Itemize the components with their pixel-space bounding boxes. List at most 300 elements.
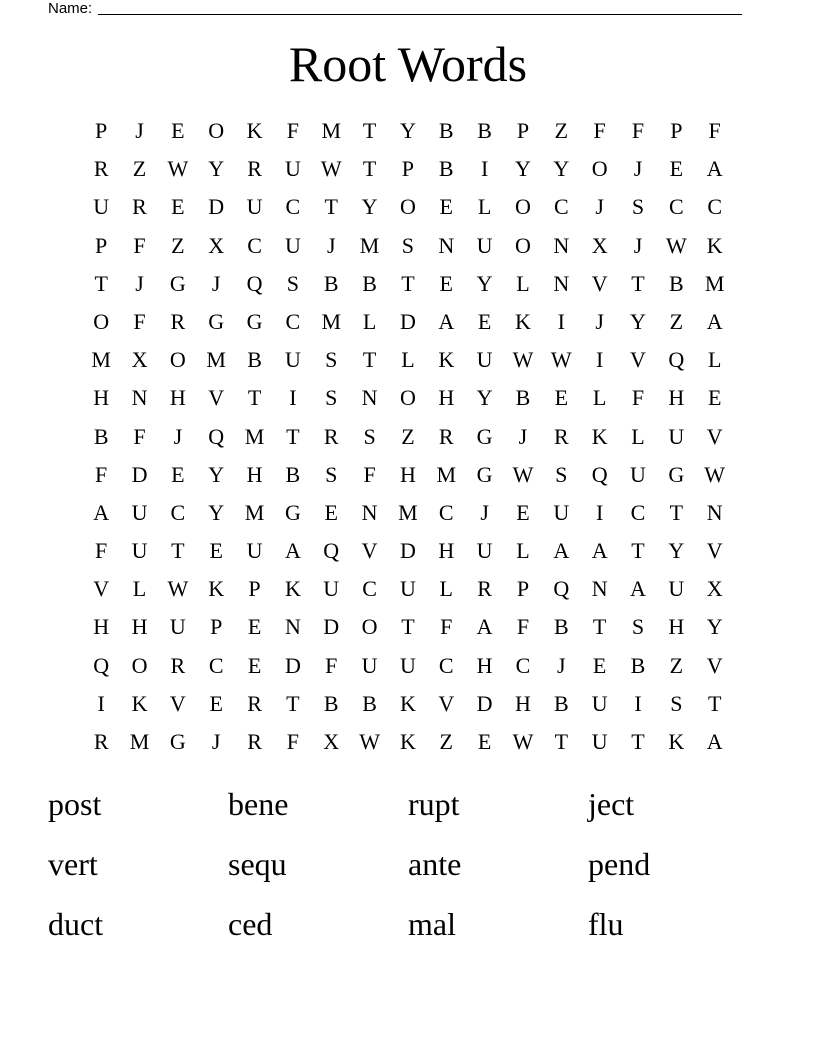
grid-letter[interactable]: T bbox=[401, 270, 415, 296]
grid-letter[interactable]: W bbox=[320, 156, 342, 182]
grid-letter[interactable]: N bbox=[706, 499, 723, 525]
grid-letter[interactable]: F bbox=[325, 652, 338, 678]
grid-letter[interactable]: Z bbox=[171, 232, 185, 258]
grid-letter[interactable]: P bbox=[401, 156, 415, 182]
grid-letter[interactable]: B bbox=[362, 690, 377, 716]
grid-letter[interactable]: O bbox=[208, 118, 225, 143]
grid-letter[interactable]: H bbox=[169, 385, 186, 411]
grid-letter[interactable]: B bbox=[477, 118, 492, 143]
grid-letter[interactable]: L bbox=[362, 308, 377, 334]
grid-letter[interactable]: V bbox=[438, 690, 455, 716]
grid-letter[interactable]: X bbox=[591, 232, 608, 258]
grid-letter[interactable]: H bbox=[668, 385, 685, 411]
grid-letter[interactable]: H bbox=[399, 461, 416, 487]
grid-letter[interactable]: W bbox=[512, 347, 534, 373]
grid-letter[interactable]: T bbox=[707, 690, 722, 716]
grid-letter[interactable]: F bbox=[631, 118, 645, 143]
grid-letter[interactable]: L bbox=[132, 576, 147, 602]
grid-letter[interactable]: C bbox=[515, 652, 531, 678]
grid-letter[interactable]: K bbox=[668, 729, 685, 754]
grid-letter[interactable]: M bbox=[398, 499, 418, 525]
grid-letter[interactable]: C bbox=[668, 194, 684, 220]
grid-letter[interactable]: D bbox=[399, 308, 416, 334]
grid-letter[interactable]: P bbox=[210, 614, 223, 640]
grid-letter[interactable]: Q bbox=[246, 270, 263, 296]
grid-letter[interactable]: T bbox=[631, 270, 645, 296]
grid-letter[interactable]: F bbox=[708, 118, 721, 143]
grid-letter[interactable]: T bbox=[362, 347, 377, 373]
grid-letter[interactable]: U bbox=[284, 347, 301, 373]
grid-letter[interactable]: I bbox=[97, 690, 105, 716]
grid-letter[interactable]: Y bbox=[208, 499, 225, 525]
word-bank-row bbox=[48, 780, 768, 840]
grid-letter[interactable]: L bbox=[516, 538, 530, 564]
grid-letter[interactable]: N bbox=[591, 576, 608, 602]
grid-letter[interactable]: J bbox=[518, 423, 528, 449]
grid-letter[interactable]: M bbox=[244, 423, 265, 449]
grid-letter[interactable]: Q bbox=[591, 461, 608, 487]
grid-letter[interactable]: K bbox=[515, 308, 531, 334]
grid-letter[interactable]: J bbox=[326, 232, 336, 258]
grid-letter[interactable]: J bbox=[595, 308, 604, 334]
grid-letter[interactable]: T bbox=[94, 270, 108, 296]
grid-letter[interactable]: E bbox=[439, 270, 453, 296]
grid-letter[interactable]: T bbox=[554, 729, 569, 754]
grid-letter[interactable]: L bbox=[516, 270, 530, 296]
grid-letter[interactable]: U bbox=[284, 156, 301, 182]
grid-letter[interactable]: M bbox=[704, 270, 725, 296]
grid-letter[interactable]: O bbox=[515, 194, 531, 220]
grid-letter[interactable]: L bbox=[707, 347, 722, 373]
grid-letter[interactable]: A bbox=[706, 308, 723, 334]
grid-letter[interactable]: N bbox=[553, 270, 570, 296]
grid-letter[interactable]: N bbox=[361, 385, 378, 411]
grid-letter[interactable]: A bbox=[706, 156, 723, 182]
grid-letter[interactable]: R bbox=[170, 308, 186, 334]
grid-letter[interactable]: B bbox=[438, 156, 454, 182]
grid-letter[interactable]: A bbox=[438, 308, 455, 334]
grid-letter[interactable]: Q bbox=[208, 423, 225, 449]
grid-letter[interactable]: W bbox=[167, 156, 189, 182]
grid-letter[interactable]: M bbox=[91, 347, 111, 373]
grid-letter[interactable]: Y bbox=[668, 538, 685, 564]
grid-letter[interactable]: Z bbox=[401, 423, 415, 449]
grid-letter[interactable]: S bbox=[631, 614, 645, 640]
grid-letter[interactable]: Z bbox=[669, 652, 684, 678]
grid-letter[interactable]: D bbox=[476, 690, 493, 716]
grid-letter[interactable]: E bbox=[171, 194, 185, 220]
grid-letter[interactable]: B bbox=[668, 270, 684, 296]
grid-letter[interactable]: R bbox=[247, 156, 262, 182]
grid-letter[interactable]: M bbox=[359, 232, 380, 258]
grid-letter[interactable]: Z bbox=[554, 118, 569, 143]
grid-letter[interactable]: Y bbox=[208, 156, 225, 182]
grid-letter[interactable]: M bbox=[321, 308, 342, 334]
word-bank-item: ced bbox=[228, 906, 273, 942]
grid-letter[interactable]: J bbox=[595, 194, 604, 220]
grid-letter[interactable]: Z bbox=[439, 729, 453, 754]
name-underline[interactable] bbox=[98, 0, 742, 15]
grid-letter[interactable]: H bbox=[438, 385, 455, 411]
grid-letter[interactable]: C bbox=[247, 232, 262, 258]
grid-letter[interactable]: G bbox=[208, 308, 225, 334]
grid-letter[interactable]: H bbox=[515, 690, 531, 716]
grid-letter[interactable]: K bbox=[284, 576, 301, 602]
grid-letter[interactable]: F bbox=[133, 308, 146, 334]
grid-row bbox=[82, 418, 734, 456]
grid-letter[interactable]: U bbox=[476, 347, 493, 373]
grid-letter[interactable]: S bbox=[325, 461, 338, 487]
grid-letter[interactable]: O bbox=[399, 194, 416, 220]
grid-letter[interactable]: F bbox=[95, 538, 108, 564]
grid-letter[interactable]: E bbox=[477, 308, 492, 334]
grid-letter[interactable]: F bbox=[363, 461, 376, 487]
grid-letter[interactable]: C bbox=[285, 308, 301, 334]
grid-letter[interactable]: U bbox=[323, 576, 340, 602]
grid-letter[interactable]: T bbox=[592, 614, 607, 640]
grid-letter[interactable]: R bbox=[132, 194, 147, 220]
grid-letter[interactable]: U bbox=[476, 232, 493, 258]
grid-letter[interactable]: D bbox=[131, 461, 148, 487]
grid-letter[interactable]: T bbox=[286, 423, 300, 449]
grid-letter[interactable]: U bbox=[630, 461, 646, 487]
grid-letter[interactable]: E bbox=[247, 652, 262, 678]
grid-letter[interactable]: P bbox=[95, 118, 108, 143]
grid-letter[interactable]: H bbox=[668, 614, 685, 640]
grid-letter[interactable]: I bbox=[595, 347, 604, 373]
grid-letter[interactable]: V bbox=[169, 690, 186, 716]
grid-letter[interactable]: N bbox=[361, 499, 378, 525]
grid-letter[interactable]: T bbox=[631, 729, 645, 754]
grid-letter[interactable]: T bbox=[362, 156, 377, 182]
grid-letter[interactable]: W bbox=[550, 347, 572, 373]
grid-letter[interactable]: E bbox=[516, 499, 530, 525]
grid-letter[interactable]: X bbox=[323, 729, 340, 754]
grid-row bbox=[82, 570, 734, 608]
grid-letter[interactable]: W bbox=[665, 232, 687, 258]
grid-letter[interactable]: C bbox=[170, 499, 186, 525]
grid-letter[interactable]: A bbox=[93, 499, 110, 525]
grid-letter[interactable]: U bbox=[553, 499, 570, 525]
grid-letter[interactable]: F bbox=[286, 118, 300, 143]
grid-letter[interactable]: S bbox=[670, 690, 683, 716]
grid-letter[interactable]: U bbox=[131, 499, 148, 525]
grid-letter[interactable]: U bbox=[131, 538, 148, 564]
grid-letter[interactable]: C bbox=[438, 499, 454, 525]
grid-letter[interactable]: H bbox=[438, 538, 455, 564]
grid-letter[interactable]: X bbox=[706, 576, 723, 602]
grid-letter[interactable]: F bbox=[440, 614, 453, 640]
grid-letter[interactable]: J bbox=[557, 652, 566, 678]
grid-letter[interactable]: T bbox=[286, 690, 300, 716]
grid-letter[interactable]: B bbox=[553, 614, 569, 640]
name-field[interactable] bbox=[48, 0, 742, 18]
grid-letter[interactable]: O bbox=[169, 347, 186, 373]
grid-letter[interactable]: V bbox=[706, 652, 723, 678]
grid-letter[interactable]: O bbox=[591, 156, 608, 182]
grid-letter[interactable]: W bbox=[512, 461, 534, 487]
grid-letter[interactable]: D bbox=[284, 652, 301, 678]
grid-letter[interactable]: U bbox=[399, 576, 416, 602]
grid-letter[interactable]: P bbox=[670, 118, 683, 143]
grid-letter[interactable]: V bbox=[93, 576, 110, 602]
grid-letter[interactable]: G bbox=[668, 461, 685, 487]
grid-letter[interactable]: K bbox=[246, 118, 263, 143]
grid-letter[interactable]: G bbox=[169, 270, 186, 296]
grid-letter[interactable]: T bbox=[324, 194, 338, 220]
grid-letter[interactable]: R bbox=[93, 729, 109, 754]
grid-letter[interactable]: F bbox=[631, 385, 645, 411]
grid-letter[interactable]: N bbox=[438, 232, 455, 258]
grid-letter[interactable]: W bbox=[512, 729, 534, 754]
grid-letter[interactable]: K bbox=[131, 690, 148, 716]
grid-letter[interactable]: F bbox=[133, 423, 146, 449]
grid-letter[interactable]: L bbox=[477, 194, 492, 220]
grid-letter[interactable]: Q bbox=[668, 347, 685, 373]
grid-letter[interactable]: S bbox=[401, 232, 415, 258]
grid-letter[interactable]: R bbox=[438, 423, 454, 449]
grid-letter[interactable]: K bbox=[706, 232, 723, 258]
grid-letter[interactable]: Z bbox=[132, 156, 147, 182]
grid-letter[interactable]: H bbox=[93, 385, 110, 411]
grid-letter[interactable]: G bbox=[169, 729, 186, 754]
grid-letter[interactable]: F bbox=[593, 118, 606, 143]
grid-letter[interactable]: F bbox=[133, 232, 146, 258]
grid-letter[interactable]: P bbox=[248, 576, 261, 602]
word-bank bbox=[48, 780, 768, 960]
grid-letter[interactable]: V bbox=[208, 385, 225, 411]
grid-letter[interactable]: E bbox=[247, 614, 262, 640]
grid-letter[interactable]: O bbox=[361, 614, 378, 640]
grid-letter[interactable]: A bbox=[591, 538, 608, 564]
grid-letter[interactable]: J bbox=[633, 232, 643, 258]
grid-letter[interactable]: V bbox=[591, 270, 608, 296]
grid-letter[interactable]: S bbox=[631, 194, 645, 220]
grid-letter[interactable]: I bbox=[480, 156, 489, 182]
grid-letter[interactable]: C bbox=[630, 499, 646, 525]
grid-letter[interactable]: E bbox=[477, 729, 492, 754]
grid-letter[interactable]: U bbox=[246, 194, 263, 220]
grid-letter[interactable]: V bbox=[706, 423, 723, 449]
grid-letter[interactable]: K bbox=[208, 576, 225, 602]
grid-letter[interactable]: Y bbox=[399, 118, 416, 143]
grid-letter[interactable]: M bbox=[321, 118, 342, 143]
grid-letter[interactable]: L bbox=[439, 576, 453, 602]
grid-letter[interactable]: Y bbox=[476, 270, 493, 296]
grid-letter[interactable]: B bbox=[93, 423, 109, 449]
grid-letter[interactable]: R bbox=[553, 423, 569, 449]
grid-letter[interactable]: Y bbox=[515, 156, 531, 182]
grid-letter[interactable]: S bbox=[363, 423, 376, 449]
grid-letter[interactable]: N bbox=[131, 385, 148, 411]
grid-letter[interactable]: E bbox=[669, 156, 684, 182]
grid-letter[interactable]: Y bbox=[208, 461, 225, 487]
grid-letter[interactable]: M bbox=[436, 461, 457, 487]
grid-letter[interactable]: E bbox=[324, 499, 338, 525]
grid-letter[interactable]: I bbox=[595, 499, 604, 525]
grid-letter[interactable]: T bbox=[631, 538, 645, 564]
grid-letter[interactable]: A bbox=[706, 729, 723, 754]
grid-letter[interactable]: O bbox=[515, 232, 531, 258]
grid-letter[interactable]: Q bbox=[553, 576, 570, 602]
grid-letter[interactable]: C bbox=[707, 194, 723, 220]
grid-letter[interactable]: R bbox=[247, 729, 262, 754]
grid-letter[interactable]: E bbox=[209, 690, 223, 716]
grid-letter[interactable]: U bbox=[476, 538, 493, 564]
grid-letter[interactable]: G bbox=[246, 308, 263, 334]
grid-letter[interactable]: B bbox=[285, 461, 301, 487]
grid-letter[interactable]: B bbox=[515, 385, 531, 411]
grid-letter[interactable]: E bbox=[707, 385, 722, 411]
grid-letter[interactable]: P bbox=[516, 576, 530, 602]
grid-letter[interactable]: H bbox=[246, 461, 263, 487]
grid-letter[interactable]: M bbox=[129, 729, 150, 754]
grid-letter[interactable]: U bbox=[591, 690, 608, 716]
grid-letter[interactable]: X bbox=[208, 232, 225, 258]
grid-letter[interactable]: U bbox=[361, 652, 378, 678]
grid-letter[interactable]: O bbox=[131, 652, 148, 678]
grid-letter[interactable]: Y bbox=[476, 385, 493, 411]
grid-letter[interactable]: C bbox=[553, 194, 569, 220]
grid-letter[interactable]: R bbox=[93, 156, 109, 182]
grid-letter[interactable]: U bbox=[169, 614, 186, 640]
word-bank-item: post bbox=[48, 786, 102, 822]
grid-letter[interactable]: X bbox=[131, 347, 148, 373]
grid-letter[interactable]: Y bbox=[630, 308, 646, 334]
grid-letter[interactable]: E bbox=[439, 194, 453, 220]
grid-letter[interactable]: T bbox=[171, 538, 185, 564]
grid-letter[interactable]: N bbox=[553, 232, 570, 258]
grid-letter[interactable]: A bbox=[284, 538, 301, 564]
grid-letter[interactable]: O bbox=[93, 308, 110, 334]
grid-letter[interactable]: G bbox=[476, 461, 493, 487]
grid-letter[interactable]: V bbox=[361, 538, 378, 564]
grid-letter[interactable]: J bbox=[135, 118, 144, 143]
grid-letter[interactable]: U bbox=[246, 538, 263, 564]
grid-letter[interactable]: S bbox=[325, 385, 338, 411]
grid-letter[interactable]: M bbox=[244, 499, 265, 525]
grid-letter[interactable]: H bbox=[93, 614, 110, 640]
grid-letter[interactable]: U bbox=[93, 194, 110, 220]
grid-letter[interactable]: A bbox=[553, 538, 570, 564]
grid-letter[interactable]: N bbox=[284, 614, 301, 640]
grid-letter[interactable]: E bbox=[592, 652, 607, 678]
grid-letter[interactable]: Y bbox=[553, 156, 570, 182]
grid-letter[interactable]: I bbox=[557, 308, 565, 334]
grid-letter[interactable]: B bbox=[438, 118, 454, 143]
grid-letter[interactable]: B bbox=[553, 690, 569, 716]
grid-letter[interactable]: U bbox=[284, 232, 301, 258]
grid-letter[interactable]: V bbox=[630, 347, 646, 373]
grid-letter[interactable]: E bbox=[209, 538, 223, 564]
grid-letter[interactable]: F bbox=[286, 729, 300, 754]
grid-letter[interactable]: G bbox=[476, 423, 493, 449]
letter-grid bbox=[82, 112, 734, 761]
grid-letter[interactable]: K bbox=[438, 347, 455, 373]
grid-letter[interactable]: U bbox=[399, 652, 416, 678]
grid-letter[interactable]: L bbox=[631, 423, 645, 449]
grid-letter[interactable]: R bbox=[323, 423, 339, 449]
grid-letter[interactable]: J bbox=[633, 156, 643, 182]
grid-letter[interactable]: B bbox=[247, 347, 262, 373]
grid-letter[interactable]: J bbox=[480, 499, 489, 525]
grid-letter[interactable]: K bbox=[591, 423, 608, 449]
grid-letter[interactable]: W bbox=[167, 576, 189, 602]
grid-letter[interactable]: W bbox=[704, 461, 726, 487]
grid-letter[interactable]: U bbox=[591, 729, 608, 754]
grid-letter[interactable]: L bbox=[401, 347, 415, 373]
grid-letter[interactable]: K bbox=[399, 729, 416, 754]
grid-letter[interactable]: C bbox=[362, 576, 377, 602]
grid-letter[interactable]: C bbox=[438, 652, 454, 678]
grid-letter[interactable]: A bbox=[630, 576, 646, 602]
grid-letter[interactable]: C bbox=[285, 194, 301, 220]
grid-letter[interactable]: D bbox=[399, 538, 416, 564]
grid-letter[interactable]: Y bbox=[706, 614, 723, 640]
grid-letter[interactable]: B bbox=[323, 690, 339, 716]
grid-letter[interactable]: W bbox=[359, 729, 380, 754]
grid-letter[interactable]: J bbox=[211, 270, 221, 296]
grid-letter[interactable]: E bbox=[171, 461, 185, 487]
grid-letter[interactable]: P bbox=[95, 232, 108, 258]
grid-letter[interactable]: U bbox=[668, 576, 685, 602]
grid-letter[interactable]: L bbox=[592, 385, 607, 411]
grid-letter[interactable]: S bbox=[325, 347, 338, 373]
grid-letter[interactable]: R bbox=[477, 576, 492, 602]
grid-letter[interactable]: I bbox=[289, 385, 297, 411]
grid-letter[interactable]: J bbox=[211, 729, 221, 754]
grid-letter[interactable]: O bbox=[399, 385, 416, 411]
grid-letter[interactable]: C bbox=[208, 652, 224, 678]
grid-letter[interactable]: G bbox=[284, 499, 301, 525]
grid-letter[interactable]: Y bbox=[361, 194, 378, 220]
grid-letter[interactable]: Q bbox=[323, 538, 340, 564]
grid-letter[interactable]: B bbox=[630, 652, 646, 678]
grid-letter[interactable]: D bbox=[323, 614, 340, 640]
grid-letter[interactable]: P bbox=[516, 118, 530, 143]
grid-letter[interactable]: S bbox=[286, 270, 300, 296]
grid-letter[interactable]: F bbox=[95, 461, 108, 487]
grid-letter[interactable]: F bbox=[516, 614, 530, 640]
grid-letter[interactable]: D bbox=[208, 194, 225, 220]
grid-letter[interactable]: U bbox=[668, 423, 685, 449]
grid-letter[interactable]: T bbox=[669, 499, 684, 525]
grid-letter[interactable]: R bbox=[170, 652, 186, 678]
grid-letter[interactable]: E bbox=[554, 385, 569, 411]
grid-letter[interactable]: T bbox=[362, 118, 377, 143]
grid-letter[interactable]: H bbox=[131, 614, 148, 640]
grid-letter[interactable]: I bbox=[634, 690, 642, 716]
grid-letter[interactable]: A bbox=[476, 614, 493, 640]
grid-letter[interactable]: M bbox=[206, 347, 226, 373]
grid-letter[interactable]: Q bbox=[93, 652, 110, 678]
grid-letter[interactable]: H bbox=[476, 652, 493, 678]
grid-letter[interactable]: B bbox=[323, 270, 339, 296]
grid-letter[interactable]: T bbox=[247, 385, 262, 411]
grid-letter[interactable]: J bbox=[135, 270, 144, 296]
grid-letter[interactable]: Z bbox=[669, 308, 684, 334]
grid-letter[interactable]: E bbox=[171, 118, 185, 143]
grid-letter[interactable]: B bbox=[362, 270, 377, 296]
grid-letter[interactable]: R bbox=[247, 690, 262, 716]
grid-letter[interactable]: K bbox=[399, 690, 416, 716]
word-bank-item: sequ bbox=[228, 846, 287, 882]
grid-row bbox=[82, 150, 734, 188]
grid-letter[interactable]: V bbox=[706, 538, 723, 564]
grid-letter[interactable]: T bbox=[401, 614, 415, 640]
grid-letter[interactable]: S bbox=[555, 461, 568, 487]
grid-letter[interactable]: J bbox=[173, 423, 183, 449]
